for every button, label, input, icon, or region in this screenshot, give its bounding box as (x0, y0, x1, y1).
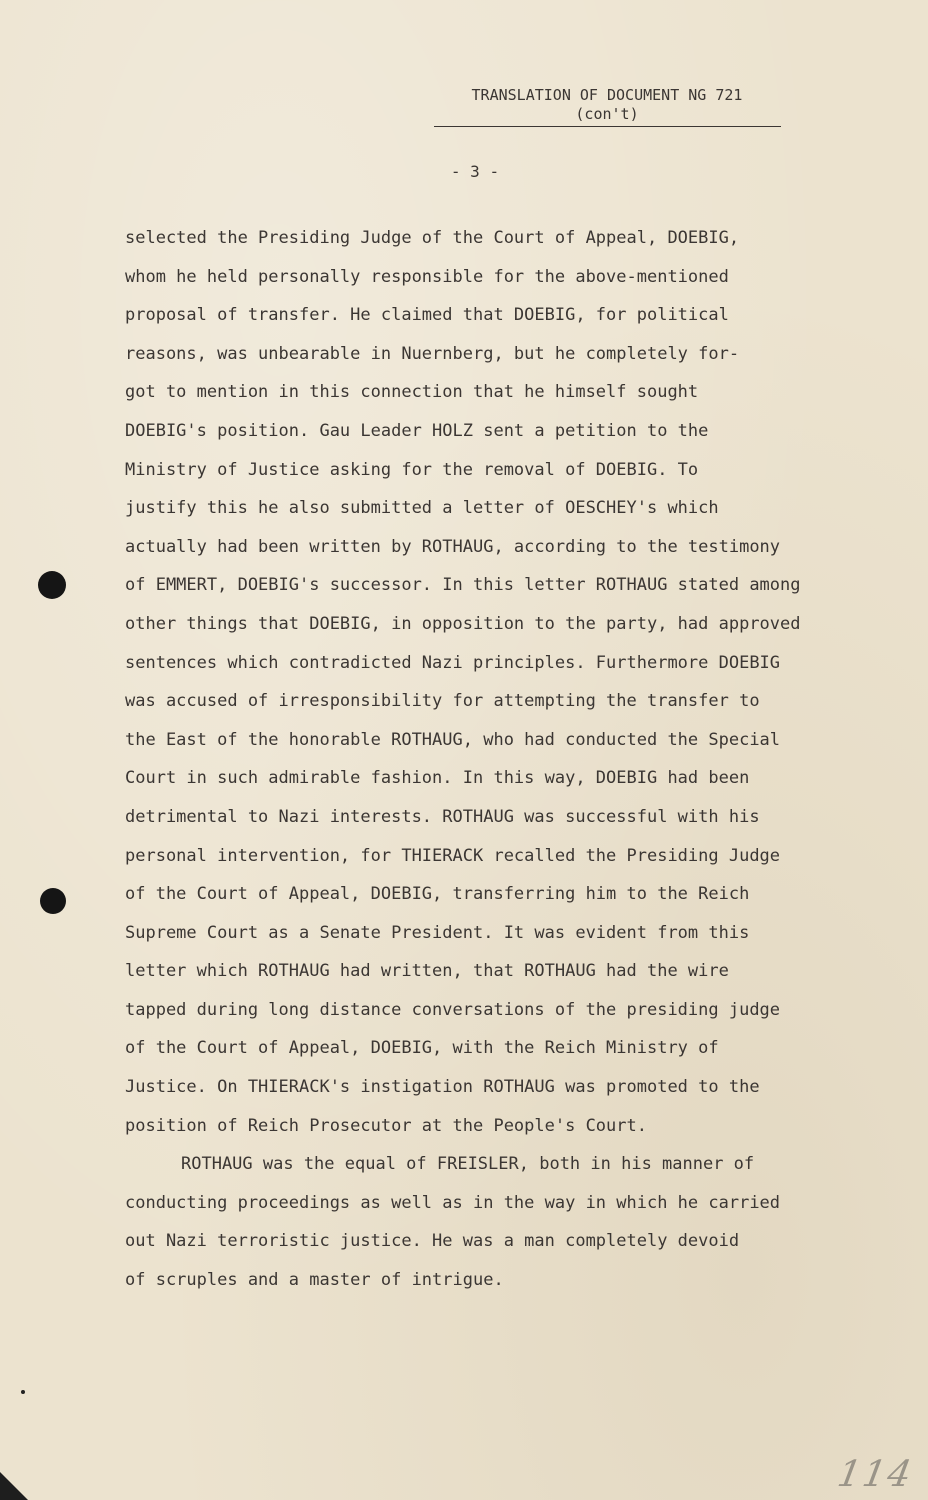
body-line: the East of the honorable ROTHAUG, who had conducted the Special (125, 729, 781, 750)
body-text (125, 219, 865, 1300)
paragraph-2-line: out Nazi terroristic justice. He was a man completely devoid (125, 1231, 740, 1252)
header-title: TRANSLATION OF DOCUMENT NG 721 (471, 86, 743, 104)
body-line: was accused of irresponsibility for attempting the transfer to (125, 691, 760, 712)
paragraph-2-line: ROTHAUG was the equal of FREISLER, both in his manner of (181, 1154, 755, 1175)
body-line: actually had been written by ROTHAUG, according to the testimony (125, 536, 781, 557)
body-line: Justice. On THIERACK's instigation ROTHAUG was promoted to the (125, 1077, 760, 1098)
body-line: tapped during long distance conversations of the presiding judge (125, 999, 781, 1020)
body-line: Supreme Court as a Senate President. It was evident from this (125, 922, 750, 943)
body-line: Ministry of Justice asking for the removal of DOEBIG. To (125, 459, 699, 480)
body-line: position of Reich Prosecutor at the People's Court. (125, 1115, 647, 1136)
punch-hole-bottom (40, 888, 66, 914)
body-line: proposal of transfer. He claimed that DOEBIG, for political (125, 305, 729, 326)
body-line: personal intervention, for THIERACK recalled the Presiding Judge (125, 845, 781, 866)
page-corner-fold (0, 1472, 28, 1500)
body-line: selected the Presiding Judge of the Court of Appeal, DOEBIG, (125, 228, 740, 248)
body-line: other things that DOEBIG, in opposition to the party, had approved (125, 613, 801, 634)
body-line: of the Court of Appeal, DOEBIG, with the Reich Ministry of (125, 1038, 719, 1059)
body-line: sentences which contradicted Nazi principles. Furthermore DOEBIG (125, 652, 781, 673)
ink-speck (21, 1390, 25, 1394)
document-header (434, 86, 780, 124)
body-line: DOEBIG's position. Gau Leader HOLZ sent a petition to the (125, 420, 709, 441)
paragraph-2-line: conducting proceedings as well as in the way in which he carried (125, 1192, 781, 1213)
page-number: - 3 - (450, 162, 500, 181)
body-line: justify this he also submitted a letter of OESCHEY's which (125, 498, 719, 519)
body-line: detrimental to Nazi interests. ROTHAUG was successful with his (125, 806, 760, 827)
header-subtitle: (con't) (575, 105, 639, 123)
body-line: of the Court of Appeal, DOEBIG, transferring him to the Reich (125, 884, 750, 905)
punch-hole-top (38, 571, 66, 599)
body-line: whom he held personally responsible for the above-mentioned (125, 266, 729, 287)
body-line: of EMMERT, DOEBIG's successor. In this letter ROTHAUG stated among (125, 575, 801, 596)
paragraph-2-line: of scruples and a master of intrigue. (125, 1270, 504, 1291)
body-line: got to mention in this connection that he himself sought (125, 382, 699, 403)
body-line: Court in such admirable fashion. In this way, DOEBIG had been (125, 768, 750, 789)
header-underline (434, 126, 781, 127)
handwritten-folio-number: 114 (834, 1454, 917, 1495)
body-line: reasons, was unbearable in Nuernberg, but he completely for- (125, 343, 740, 364)
body-line: letter which ROTHAUG had written, that ROTHAUG had the wire (125, 961, 729, 982)
